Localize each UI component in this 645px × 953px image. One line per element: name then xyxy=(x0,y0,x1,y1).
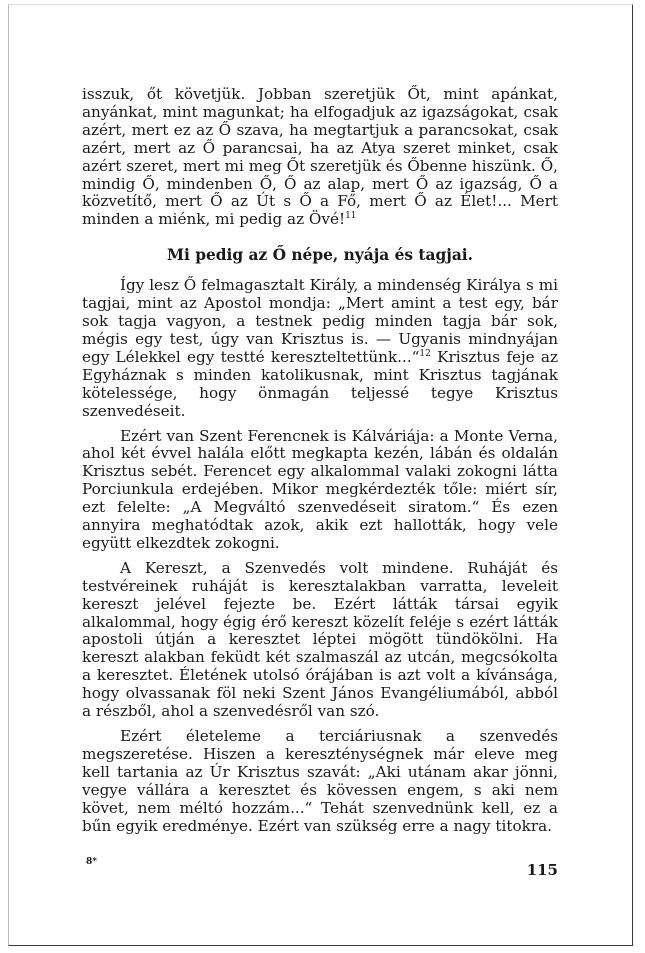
footnote-reference: 12 xyxy=(419,348,431,359)
paragraph: Ezért van Szent Ferencnek is Kálváriája: a Monte Verna, ahol két évvel halála előtt megkapta kezén, lábán és oldalán Krisztus sebét. Ferencet egy alkalommal valaki zokogni látta Porciunkula erdejében. Mikor megkérdezték tőle: miért sír, ezt felelte: „A Megváltó szenvedéseit siratom.“ És ezen annyira meghatódtak azok, akik ezt hallották, hogy vele együtt elkezdtek zokogni. xyxy=(82,426,558,552)
footnote-reference: 11 xyxy=(345,211,357,222)
paragraph xyxy=(82,86,558,229)
section-heading: Mi pedig az Ő népe, nyája és tagjai. xyxy=(166,246,474,265)
paragraph-text: Így lesz Ő felmagasztalt Király, a mindenség Királya s mi tagjai, mint az Apostol mondja: „Mert amint a test egy, bár sok tagja vagyon, a testnek pedig minden tagja bár sok, mégis egy test, úgy van Krisztus is. — Ugyanis mindnyájan egy Lélekkel egy testté kereszteltettünk...“ xyxy=(82,276,558,366)
paragraph-text: isszuk, őt követjük. Jobban szeretjük Őt, mint apánkat, anyánkat, mint magunkat; ha elfogadjuk az igazságokat, csak azért, mert ez az Ő szava, ha megtartjuk a parancsokat, csak azért, mert az Ő parancsai, ha az Atya szeret minket, csak azért szeret, mert mi meg Őt szeretjük és Őbenne hiszünk. Ő, mindig Ő, mindenben Ő, Ő az alap, mert Ő az igazság, Ő a közvetítő, mert Ő az Út s Ő a Fő, mert Ő az Élet!... Mert minden a miénk, mi pedig az Övé! xyxy=(82,85,558,229)
page-number: 115 xyxy=(526,861,558,879)
paragraph: Ezért életeleme a terciáriusnak a szenvedés megszeretése. Hiszen a kereszténységnek már eleve meg kell tartania az Úr Krisztus szavát: „Aki utánam akar jönni, vegye vállára a keresztet és kövessen engem, s aki nem követ, nem méltó hozzám...“ Tehát szenvednünk kell, ez a bűn egyik eredménye. Ezért van szükség erre a nagy titokra. xyxy=(82,727,558,835)
paragraph-text: Krisztus feje az Egyháznak s minden katolikusnak, mint Krisztus tagjának kötelessége, hogy önmagán teljessé tegye Krisztus szenvedéseit. xyxy=(82,347,558,420)
page-footer xyxy=(82,857,558,879)
section-heading-wrap xyxy=(82,246,558,264)
paragraph xyxy=(82,277,558,420)
signature-mark: 8* xyxy=(86,857,97,867)
paragraph: A Kereszt, a Szenvedés volt mindene. Ruháját és testvéreinek ruháját is keresztalakban varratta, leveleit kereszt jelével fejezte be. Ezért látták társai egyik alkalommal, hogy égig érő kereszt közelít feléje s ezért látták apostoli útján a keresztet léptei mögött tündökölni. Ha kereszt alakban feküdt két szalmaszál az utcán, megcsókolta a keresztet. Életének utolsó órájában is azt volt a kívánsága, hogy olvassanak föl neki Szent János Evangéliumából, abból a részből, ahol a szenvedésről van szó. xyxy=(82,558,558,721)
page-body xyxy=(82,86,558,835)
